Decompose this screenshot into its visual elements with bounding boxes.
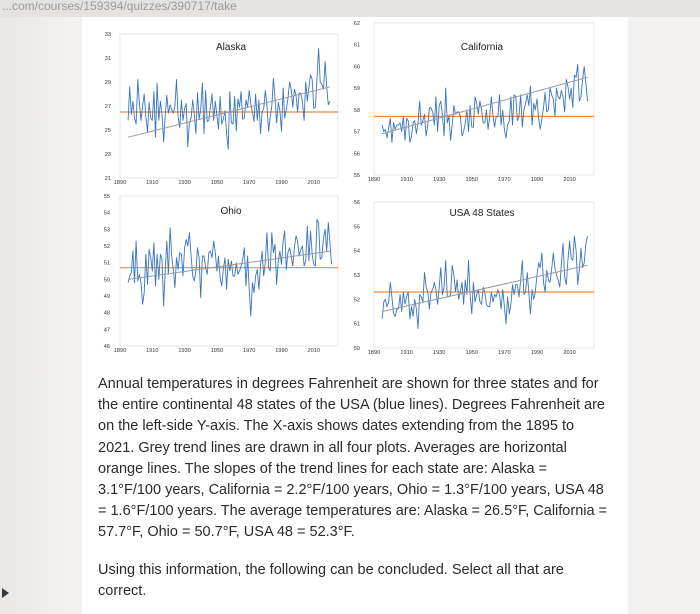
- x-tick-label: 1950: [465, 177, 479, 183]
- play-arrow-icon: [2, 588, 9, 598]
- y-tick-label: 49: [103, 294, 110, 300]
- chart-title: California: [460, 42, 504, 53]
- y-tick-label: 62: [353, 21, 360, 27]
- x-tick-label: 1990: [275, 180, 288, 186]
- y-tick-label: 33: [104, 32, 111, 38]
- url-text: ...com/courses/159394/quizzes/390717/take: [2, 0, 237, 13]
- y-tick-label: 52: [103, 244, 110, 250]
- chart-title: Alaska: [215, 42, 247, 53]
- y-tick-label: 53: [103, 227, 110, 234]
- y-tick-label: 59: [353, 86, 360, 93]
- x-tick-label: 2010: [563, 177, 576, 183]
- x-tick-label: 1970: [242, 180, 256, 186]
- y-tick-label: 50: [353, 346, 360, 352]
- y-tick-label: 55: [103, 194, 110, 200]
- y-tick-label: 58: [353, 107, 360, 114]
- x-tick-label: 1930: [178, 180, 191, 186]
- y-tick-label: 55: [353, 224, 360, 231]
- x-tick-label: 1990: [530, 177, 544, 183]
- description-paragraph: Annual temperatures in degrees Fahrenheit are shown for three states and for the entire continental 48 states of the USA (blue lines). Degrees Fahrenheit are on the left-side Y-axis. The X-axis shows dates extending from the 1895 to 2021. Grey trend lines are drawn in all four plots. Averages are horizontal orange lines. The slopes of the trend lines for each state are: Alaska = 3.1°F/100 years, California = 2.2°F/100 years, Ohio = 1.3°F/100 years, USA 48 = 1.6°F/100 years. The average temperatures are: Alaska = 26.5°F, California = 57.7°F, Ohio = 50.7°F, USA 48 = 52.3°F.: [98, 376, 608, 541]
- y-tick-label: 27: [104, 104, 111, 110]
- y-tick-label: 21: [104, 176, 111, 182]
- y-tick-label: 56: [353, 151, 360, 158]
- x-tick-label: 1890: [367, 177, 381, 183]
- y-tick-label: 46: [103, 344, 110, 350]
- x-tick-label: 1990: [275, 348, 288, 354]
- x-tick-label: 1990: [530, 350, 544, 356]
- x-tick-label: 2010: [563, 350, 576, 356]
- y-tick-label: 23: [104, 152, 111, 158]
- y-tick-label: 54: [103, 210, 110, 217]
- x-tick-label: 1970: [498, 177, 511, 183]
- chart-panel-1: [354, 21, 594, 183]
- chart-panel-2: [104, 194, 338, 354]
- y-tick-label: 54: [353, 248, 360, 255]
- x-tick-label: 1890: [113, 180, 127, 186]
- y-tick-label: 53: [353, 273, 360, 279]
- chart-panel-0: [105, 32, 338, 186]
- y-tick-label: 50: [103, 277, 110, 284]
- y-tick-label: 60: [353, 64, 360, 71]
- x-tick-label: 2010: [307, 180, 321, 186]
- x-tick-label: 1910: [146, 348, 159, 354]
- chart-title: USA 48 States: [449, 208, 515, 219]
- x-tick-label: 1950: [210, 180, 224, 186]
- y-tick-label: 52: [353, 297, 360, 304]
- y-tick-label: 29: [104, 80, 111, 86]
- x-tick-label: 1910: [400, 177, 413, 183]
- chart-title: Ohio: [220, 206, 242, 217]
- x-tick-label: 1910: [146, 180, 159, 186]
- y-tick-label: 25: [104, 128, 111, 134]
- x-tick-label: 1950: [210, 348, 224, 354]
- y-tick-label: 51: [103, 260, 110, 267]
- y-tick-label: 61: [353, 42, 360, 49]
- y-tick-label: 31: [104, 56, 111, 62]
- x-tick-label: 1930: [178, 348, 191, 354]
- y-tick-label: 47: [103, 327, 110, 334]
- y-tick-label: 56: [353, 200, 360, 206]
- question-prompt: Using this information, the following can be concluded. Select all that are correct.: [98, 562, 564, 599]
- x-tick-label: 1890: [367, 350, 381, 356]
- x-tick-label: 1930: [432, 177, 446, 183]
- x-tick-label: 1930: [432, 350, 446, 356]
- x-tick-label: 2010: [307, 348, 321, 354]
- chart-panel-3: [354, 200, 594, 356]
- y-tick-label: 55: [353, 173, 360, 179]
- y-tick-label: 48: [103, 310, 110, 317]
- x-tick-label: 1970: [242, 348, 256, 354]
- x-tick-label: 1970: [498, 350, 511, 356]
- x-tick-label: 1950: [465, 350, 479, 356]
- x-tick-label: 1890: [113, 348, 127, 354]
- y-tick-label: 51: [353, 321, 360, 328]
- x-tick-label: 1910: [400, 350, 413, 356]
- y-tick-label: 57: [353, 129, 360, 136]
